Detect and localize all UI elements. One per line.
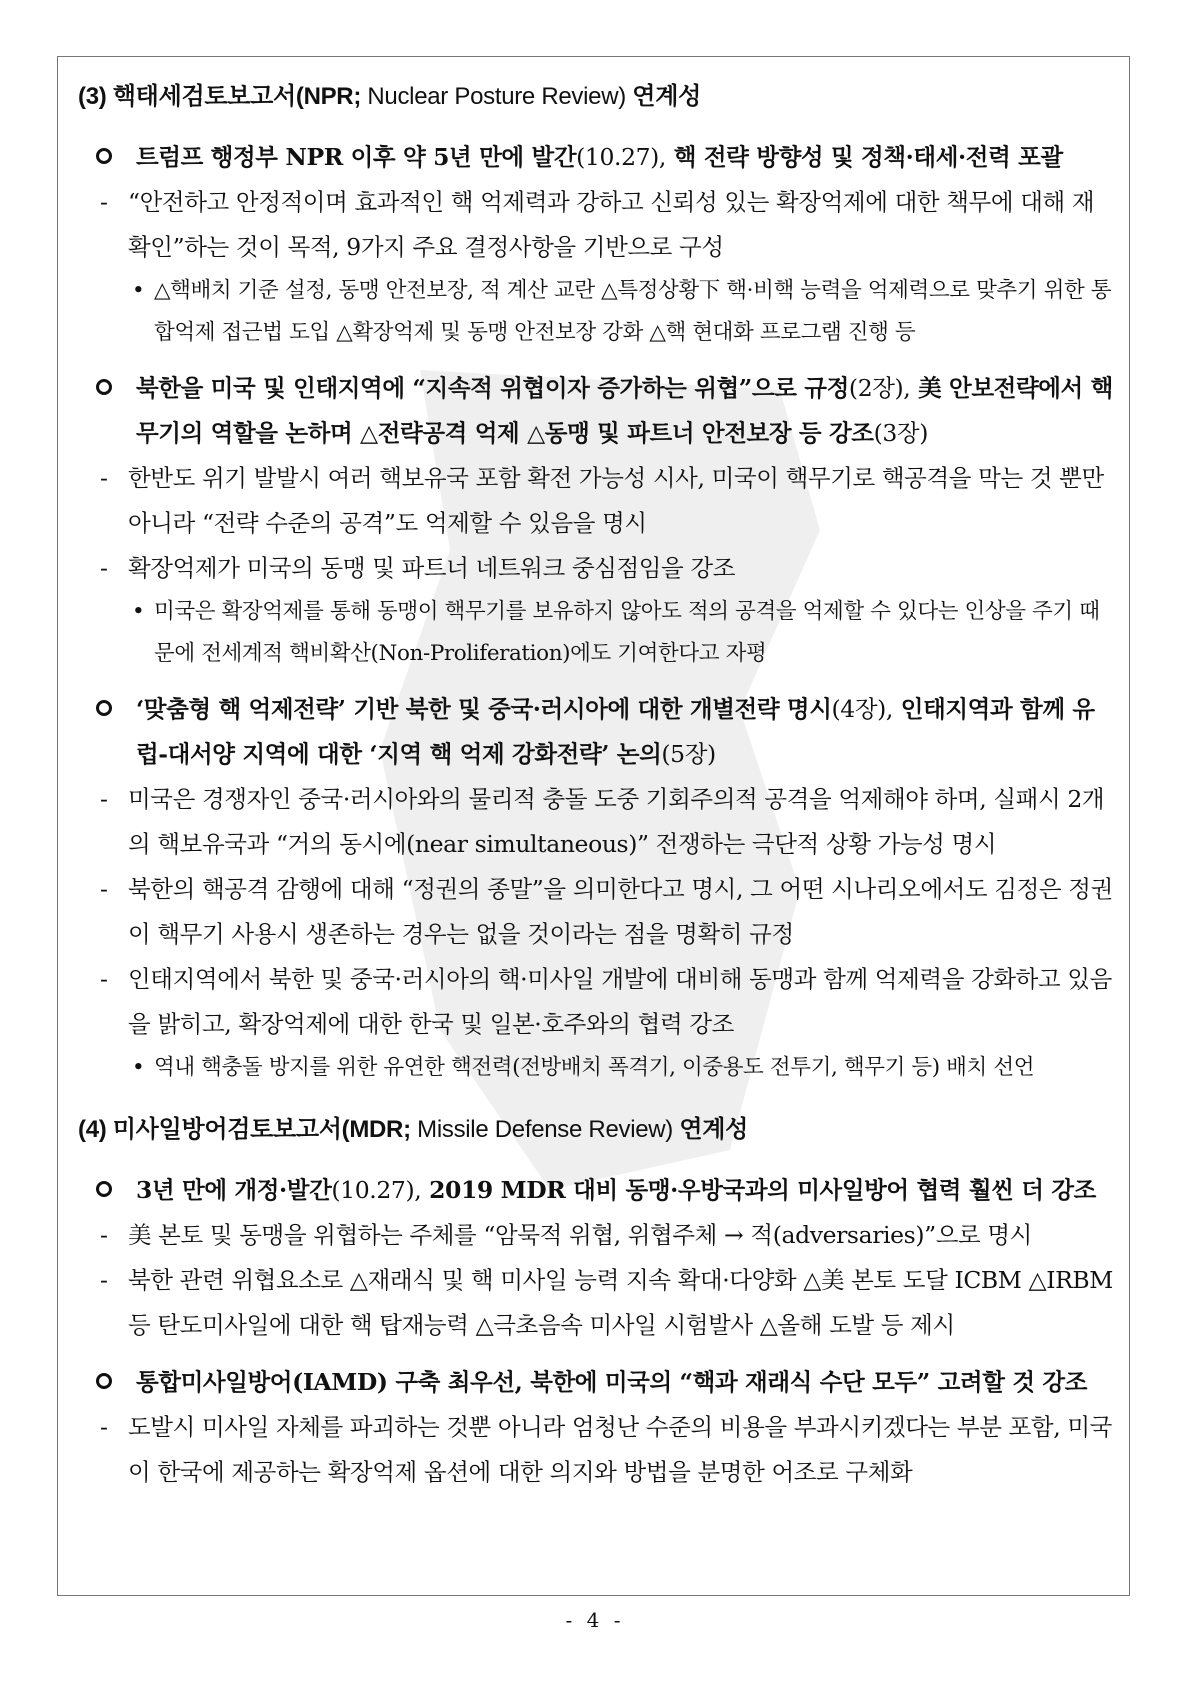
circle-bullet-icon — [96, 379, 112, 395]
main-point-text: (5장) — [661, 740, 716, 768]
section3-heading-light: Nuclear Posture Review) — [361, 83, 626, 110]
dot-marker-icon: • — [132, 278, 145, 303]
main-point — [78, 366, 1113, 456]
main-point-text: 트럼프 행정부 NPR 이후 약 5년 만에 발간 — [136, 143, 577, 171]
dash-item — [78, 1405, 1113, 1495]
section4-blocks — [78, 1168, 1113, 1495]
dash-marker-icon: - — [100, 1266, 108, 1294]
dot-item-text: △핵배치 기준 설정, 동맹 안전보장, 적 계산 교란 △특정상황下 핵·비핵 능력을 억제력으로 맞추기 위한 통합억제 접근법 도입 △확장억제 및 동맹 안전보장 강화 △핵 현대화 프로그램 진행 등 — [154, 278, 1112, 345]
section4-heading-tail: 연계성 — [673, 1116, 749, 1143]
main-point-text: 美 안보전략에서 핵무기의 역할을 논하며 △전략공격 억제 △동맹 및 파트너 안전보장 등 강조 — [136, 374, 1113, 447]
bullet-block — [78, 1360, 1113, 1495]
circle-bullet-icon — [96, 1181, 112, 1197]
main-point — [78, 687, 1113, 777]
dash-item — [78, 777, 1113, 867]
main-point-text: (10.27), — [331, 1176, 422, 1204]
main-point-text: 2019 MDR 대비 동맹·우방국과의 미사일방어 협력 훨씬 더 강조 — [421, 1176, 1096, 1204]
main-point-text: ‘맞춤형 핵 억제전략’ 기반 북한 및 중국·러시아에 대한 개별전략 명시 — [136, 695, 832, 723]
section3-heading-bold: (3) 핵태세검토보고서(NPR; — [78, 83, 362, 110]
dash-marker-icon: - — [100, 785, 108, 813]
circle-bullet-icon — [96, 148, 112, 164]
dash-item-text: 한반도 위기 발발시 여러 핵보유국 포함 확전 가능성 시사, 미국이 핵무기로 핵공격을 막는 것 뿐만 아니라 “전략 수준의 공격”도 억제할 수 있음을 명시 — [128, 464, 1104, 537]
main-point-text: 통합미사일방어(IAMD) 구축 최우선, 북한에 미국의 “핵과 재래식 수단 모두” 고려할 것 강조 — [136, 1368, 1087, 1396]
bullet-block — [78, 135, 1113, 354]
dash-marker-icon: - — [100, 875, 108, 903]
page-number: - 4 - — [565, 1608, 625, 1632]
dash-item — [78, 1213, 1113, 1258]
dot-item-text: 역내 핵충돌 방지를 위한 유연한 핵전력(전방배치 폭격기, 이중용도 전투기, 핵무기 등) 배치 선언 — [154, 1055, 1035, 1080]
dash-item-text: 인태지역에서 북한 및 중국·러시아의 핵·미사일 개발에 대비해 동맹과 함께 억제력을 강화하고 있음을 밝히고, 확장억제에 대한 한국 및 일본·호주와의 협력 강조 — [128, 965, 1112, 1038]
circle-bullet-icon — [96, 1373, 112, 1389]
main-point-text: 인태지역과 함께 유럽-대서양 지역에 대한 ‘지역 핵 억제 강화전략’ 논의 — [136, 695, 1095, 768]
bullet-block — [78, 366, 1113, 675]
section3-blocks — [78, 135, 1113, 1089]
dot-marker-icon: • — [132, 599, 145, 624]
dot-item — [78, 591, 1113, 675]
dash-item — [78, 957, 1113, 1047]
dash-marker-icon: - — [100, 188, 108, 216]
dash-item — [78, 1258, 1113, 1348]
section3-heading — [78, 76, 1113, 111]
dot-item — [78, 1047, 1113, 1089]
dash-marker-icon: - — [100, 1413, 108, 1441]
dash-item-text: 美 본토 및 동맹을 위협하는 주체를 “암묵적 위협, 위협주체 → 적(adversaries)”으로 명시 — [128, 1221, 1032, 1249]
section4-heading-light: Missile Defense Review) — [410, 1116, 673, 1143]
dash-item-text: 미국은 경쟁자인 중국·러시아와의 물리적 충돌 도중 기회주의적 공격을 억제해야 하며, 실패시 2개의 핵보유국과 “거의 동시에(near simultaneous)” 전쟁하는 극단적 상황 가능성 명시 — [128, 785, 1105, 858]
document-body — [78, 76, 1113, 1507]
main-point-text: (4장), — [831, 695, 893, 723]
dash-item — [78, 180, 1113, 270]
dot-marker-icon: • — [132, 1055, 145, 1080]
main-point-text: 북한을 미국 및 인태지역에 “지속적 위협이자 증가하는 위협”으로 규정 — [136, 374, 849, 402]
dash-marker-icon: - — [100, 464, 108, 492]
section4-heading — [78, 1109, 1113, 1144]
main-point — [78, 135, 1113, 180]
bullet-block — [78, 687, 1113, 1089]
dash-item — [78, 456, 1113, 546]
main-point-text: (3장) — [873, 419, 928, 447]
bullet-block — [78, 1168, 1113, 1348]
dash-item — [78, 546, 1113, 591]
main-point — [78, 1360, 1113, 1405]
section3-heading-tail: 연계성 — [625, 83, 701, 110]
dash-marker-icon: - — [100, 965, 108, 993]
main-point — [78, 1168, 1113, 1213]
circle-bullet-icon — [96, 700, 112, 716]
dash-item-text: 확장억제가 미국의 동맹 및 파트너 네트워크 중심점임을 강조 — [128, 554, 736, 582]
dash-item — [78, 867, 1113, 957]
dash-item-text: 북한의 핵공격 감행에 대해 “정권의 종말”을 의미한다고 명시, 그 어떤 시나리오에서도 김정은 정권이 핵무기 사용시 생존하는 경우는 없을 것이라는 점을 명확히 규정 — [128, 875, 1113, 948]
main-point-text: (2장), — [848, 374, 911, 402]
dot-item-text: 미국은 확장억제를 통해 동맹이 핵무기를 보유하지 않아도 적의 공격을 억제할 수 있다는 인상을 주기 때문에 전세계적 핵비확산(Non-Proliferation)에도 기여한다고 자평 — [154, 599, 1100, 666]
dash-marker-icon: - — [100, 1221, 108, 1249]
section4-heading-bold: (4) 미사일방어검토보고서(MDR; — [78, 1116, 411, 1143]
dot-item — [78, 270, 1113, 354]
main-point-text: (10.27), — [576, 143, 667, 171]
dash-item-text: 북한 관련 위협요소로 △재래식 및 핵 미사일 능력 지속 확대·다양화 △美 본토 도달 ICBM △IRBM 등 탄도미사일에 대한 핵 탑재능력 △극초음속 미사일 시험발사 △올해 도발 등 제시 — [128, 1266, 1113, 1339]
dash-item-text: “안전하고 안정적이며 효과적인 핵 억제력과 강하고 신뢰성 있는 확장억제에 대한 책무에 대해 재확인”하는 것이 목적, 9가지 주요 결정사항을 기반으로 구성 — [128, 188, 1095, 261]
dash-item-text: 도발시 미사일 자체를 파괴하는 것뿐 아니라 엄청난 수준의 비용을 부과시키겠다는 부분 포함, 미국이 한국에 제공하는 확장억제 옵션에 대한 의지와 방법을 분명한 어조로 구체화 — [128, 1413, 1112, 1486]
dash-marker-icon: - — [100, 554, 108, 582]
main-point-text: 핵 전략 방향성 및 정책·태세·전력 포괄 — [666, 143, 1063, 171]
main-point-text: 3년 만에 개정·발간 — [136, 1176, 332, 1204]
